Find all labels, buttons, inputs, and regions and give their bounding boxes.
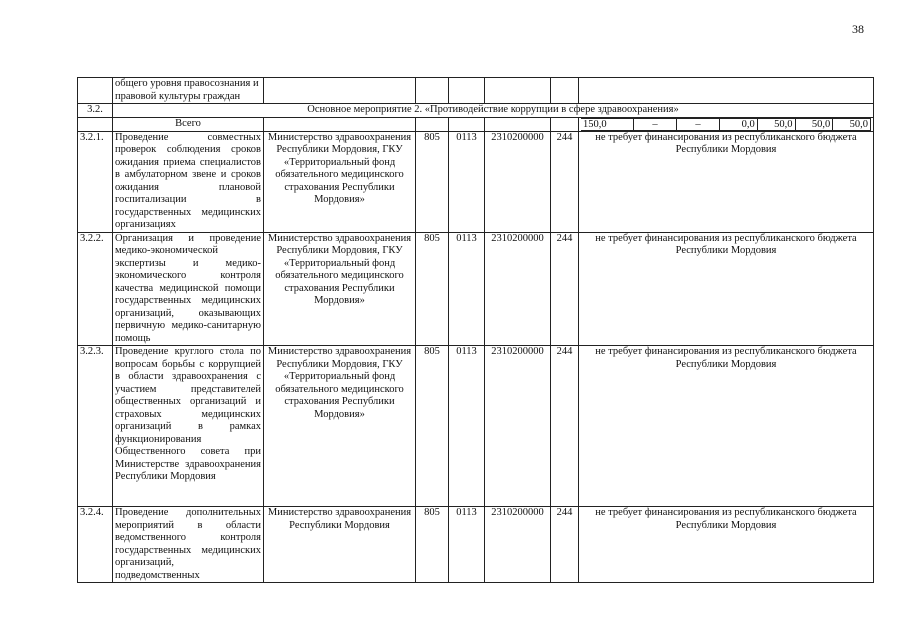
program-table	[77, 77, 874, 583]
total-value: 50,0	[795, 118, 833, 130]
row-code: 3.2.1.	[78, 131, 113, 232]
total-value: 50,0	[833, 118, 871, 130]
row-grbs: 805	[416, 232, 449, 346]
total-label: Всего	[113, 117, 264, 131]
row-grbs: 805	[416, 346, 449, 507]
table-row-section	[78, 104, 874, 118]
row-finance: не требует финансирования из республиканского бюджета Республики Мордовия	[579, 131, 874, 232]
row-rzpr: 0113	[449, 346, 485, 507]
row-csr: 2310200000	[485, 346, 551, 507]
section-code: 3.2.	[78, 104, 113, 118]
total-value: 150,0	[581, 118, 634, 130]
row-vr: 244	[551, 346, 579, 507]
row-vr: 244	[551, 232, 579, 346]
row-finance: не требует финансирования из республиканского бюджета Республики Мордовия	[579, 232, 874, 346]
row-name: Проведение дополнительных мероприятий в области ведомственного контроля государственных медицинских организаций, подведомственных	[113, 507, 264, 583]
row-rzpr: 0113	[449, 131, 485, 232]
table-row	[78, 507, 874, 583]
table-row-total	[78, 117, 874, 131]
row-rzpr: 0113	[449, 507, 485, 583]
row-code: 3.2.4.	[78, 507, 113, 583]
total-values	[579, 117, 874, 131]
table-row-continuation	[78, 78, 874, 104]
row-rzpr: 0113	[449, 232, 485, 346]
table-row	[78, 131, 874, 232]
total-value: 0,0	[720, 118, 758, 130]
section-title: Основное мероприятие 2. «Противодействие коррупции в сфере здравоохранения»	[113, 104, 874, 118]
row-code: 3.2.2.	[78, 232, 113, 346]
total-value: –	[677, 118, 720, 130]
row-name: Проведение совместных проверок соблюдения сроков ожидания приема специалистов в амбулаторном звене и сроков ожидания плановой госпитализации в государственных медицинских организациях	[113, 131, 264, 232]
row-grbs: 805	[416, 131, 449, 232]
row-code: 3.2.3.	[78, 346, 113, 507]
row-finance: не требует финансирования из республиканского бюджета Республики Мордовия	[579, 507, 874, 583]
row-csr: 2310200000	[485, 131, 551, 232]
page-number: 38	[852, 22, 864, 36]
row-executor: Министерство здравоохранения Республики Мордовия, ГКУ «Территориальный фонд обязательного медицинского страхования Республики Мордовия»	[264, 131, 416, 232]
row-grbs: 805	[416, 507, 449, 583]
total-value: 50,0	[757, 118, 795, 130]
cell-name: общего уровня правосознания и правовой культуры граждан	[113, 78, 264, 104]
table-row	[78, 232, 874, 346]
row-executor: Министерство здравоохранения Республики Мордовия	[264, 507, 416, 583]
table-row	[78, 346, 874, 507]
row-name: Организация и проведение медико-экономической экспертизы и медико-экономического контроля качества медицинской помощи государственных медицинских организаций, оказывающих первичную медико-санитарную помощь	[113, 232, 264, 346]
row-csr: 2310200000	[485, 232, 551, 346]
row-executor: Министерство здравоохранения Республики Мордовия, ГКУ «Территориальный фонд обязательного медицинского страхования Республики Мордовия»	[264, 232, 416, 346]
row-vr: 244	[551, 131, 579, 232]
row-executor: Министерство здравоохранения Республики Мордовия, ГКУ «Территориальный фонд обязательного медицинского страхования Республики Мордовия»	[264, 346, 416, 507]
row-vr: 244	[551, 507, 579, 583]
total-value: –	[634, 118, 677, 130]
row-csr: 2310200000	[485, 507, 551, 583]
row-name: Проведение круглого стола по вопросам борьбы с коррупцией в области здравоохранения с участием представителей общественных организаций и страховых медицинских организаций в рамках функционирования Общественного совета при Министерстве здравоохранения Республики Мордовия	[113, 346, 264, 507]
row-finance: не требует финансирования из республиканского бюджета Республики Мордовия	[579, 346, 874, 507]
